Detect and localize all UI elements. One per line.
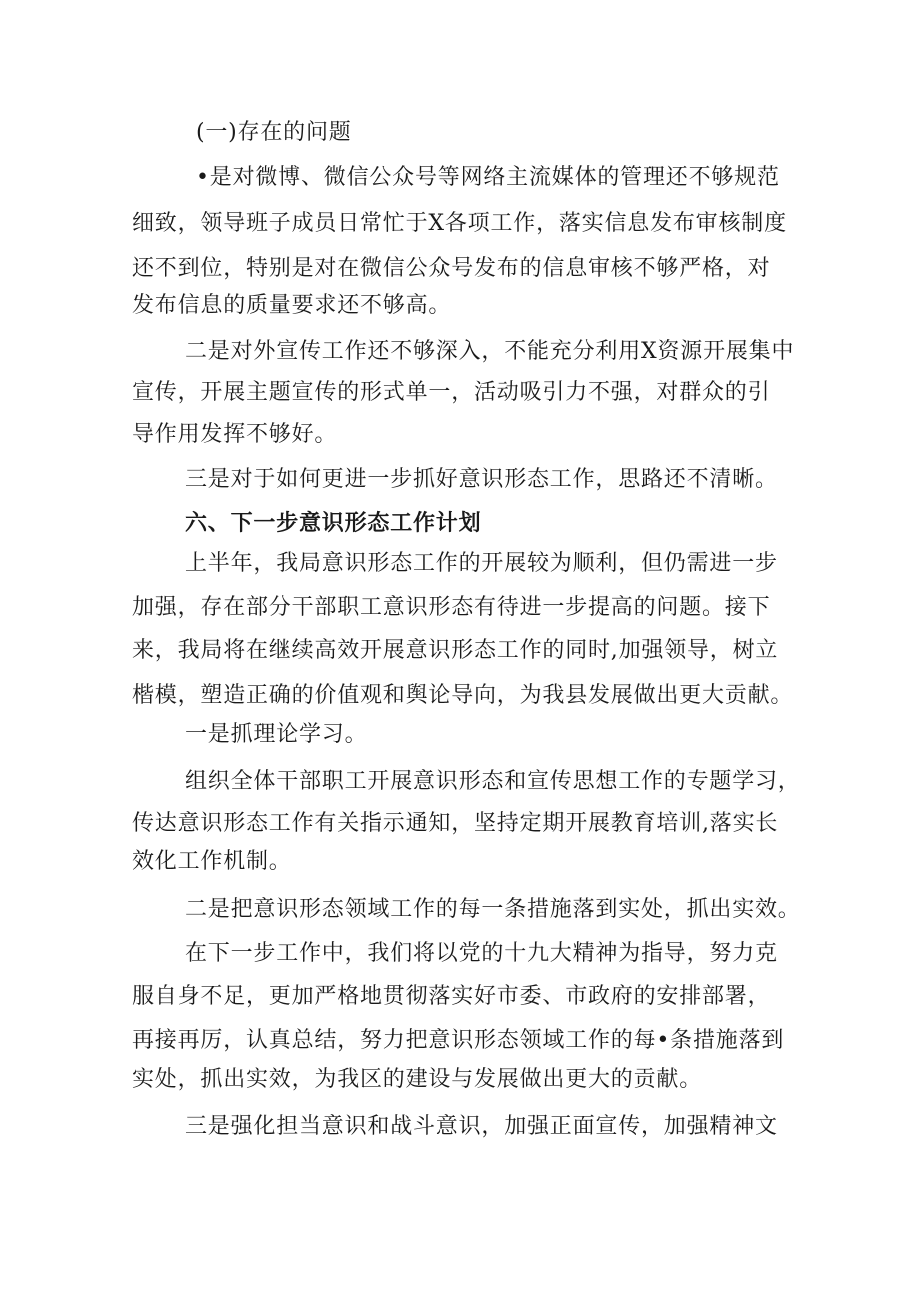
paragraph-line: •是对微博、微信公众号等网络主流媒体的管理还不够规范 [196,165,780,190]
paragraph-line: 二是把意识形态领域工作的每一条措施落到实处，抓出实效。 [185,897,801,922]
paragraph-line: 导作用发挥不够好。 [132,422,338,447]
paragraph-line: 效化工作机制。 [132,849,292,874]
subsection-title: (一)存在的问题 [196,120,352,145]
paragraph-line: 在下一步工作中，我们将以党的十九大精神为指导，努力克 [185,941,778,966]
paragraph-line: 发布信息的质量要求还不够高。 [132,293,452,318]
paragraph-line: 服自身不足，更加严格地贯彻落实好市委、市政府的安排部署， [132,984,771,1009]
paragraph-line: 传达意识形态工作有关指示通知，坚持定期开展教育培训,落实长 [132,811,779,836]
paragraph-line: 组织全体干部职工开展意识形态和宣传思想工作的专题学习， [185,769,801,794]
paragraph-line: 还不到位，特别是对在微信公众号发布的信息审核不够严格，对 [132,256,771,281]
paragraph-line: 三是强化担当意识和战斗意识，加强正面宣传，加强精神文 [185,1114,778,1139]
paragraph-line: 细致，领导班子成员日常忙于X各项工作，落实信息发布审核制度 [132,211,787,236]
paragraph-line: 二是对外宣传工作还不够深入，不能充分利用X资源开展集中 [185,339,795,364]
paragraph-line: 一是抓理论学习。 [185,722,368,747]
paragraph-line: 加强，存在部分干部职工意识形态有待进一步提高的问题。接下 [132,595,771,620]
section-heading: 六、下一步意识形态工作计划 [185,510,482,536]
paragraph-line: 三是对于如何更进一步抓好意识形态工作，思路还不清晰。 [185,467,778,492]
paragraph-line: 来，我局将在继续高效开展意识形态工作的同时,加强领导，树立 [132,638,779,663]
paragraph-line: 实处，抓出实效，为我区的建设与发展做出更大的贡献。 [132,1067,703,1092]
paragraph-line: 宣传，开展主题宣传的形式单一，活动吸引力不强，对群众的引 [132,380,771,405]
paragraph-line: 再接再厉，认真总结，努力把意识形态领域工作的每•条措施落到 [132,1028,785,1053]
paragraph-line: 楷模，塑造正确的价值观和舆论导向，为我县发展做出更大贡献。 [132,683,794,708]
paragraph-line: 上半年，我局意识形态工作的开展较为顺利，但仍需进一步 [185,551,778,576]
